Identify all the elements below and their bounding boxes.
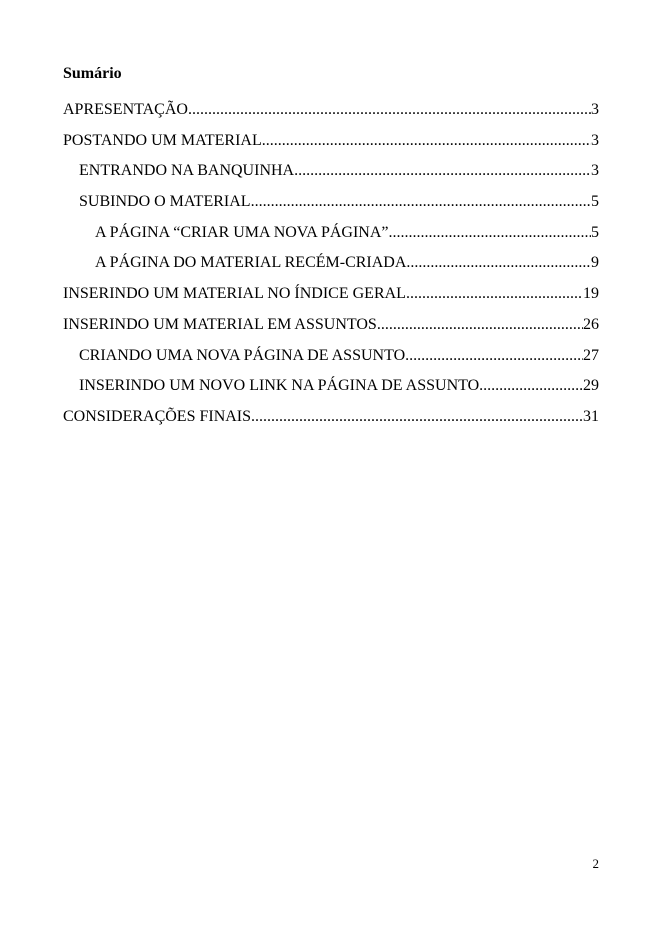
toc-entry-title[interactable]: A PÁGINA “CRIAR UMA NOVA PÁGINA” [95,223,389,241]
toc-dot-leader [405,345,583,367]
toc-dot-leader [406,252,591,274]
toc-entry[interactable] [63,160,599,191]
toc-entry[interactable] [63,406,599,437]
toc-entry-title[interactable]: POSTANDO UM MATERIAL [63,131,262,149]
toc-entry-title[interactable]: INSERINDO UM NOVO LINK NA PÁGINA DE ASSUNTO [79,377,480,395]
toc-entry-title[interactable]: CRIANDO UMA NOVA PÁGINA DE ASSUNTO [79,346,406,364]
toc-entry-title[interactable]: APRESENTAÇÃO [63,101,188,118]
toc-entry[interactable] [63,99,599,130]
toc-entry-title[interactable]: SUBINDO O MATERIAL [79,193,251,211]
toc-dot-leader [377,314,583,336]
toc-title: Sumário [63,65,122,82]
toc-entry[interactable] [63,375,599,406]
toc-entry[interactable] [63,314,599,345]
toc-entry[interactable] [63,130,599,161]
toc-entry-page: 5 [591,193,599,211]
toc-dot-leader [251,191,591,213]
toc-entry[interactable] [63,345,599,376]
toc-entry[interactable] [63,283,599,314]
toc-entry[interactable] [63,191,599,222]
toc-dot-leader [188,99,591,121]
toc-entry[interactable] [63,222,599,253]
toc-entry-title[interactable]: CONSIDERAÇÕES FINAIS [63,407,252,425]
toc-dot-leader [479,375,583,397]
toc-dot-leader [389,222,591,244]
toc-dot-leader [406,283,583,305]
toc-dot-leader [251,406,583,428]
toc-dot-leader [294,160,591,182]
toc-entry-page: 3 [591,101,599,118]
toc-entry-page: 29 [583,377,599,395]
toc-entry-page: 27 [583,346,599,364]
toc-entry-page: 31 [583,407,599,425]
toc-entry-page: 5 [591,223,599,241]
table-of-contents [63,99,599,437]
toc-dot-leader [262,130,591,152]
toc-entry-title[interactable]: INSERINDO UM MATERIAL EM ASSUNTOS [63,315,377,333]
toc-entry-page: 3 [591,131,599,149]
toc-entry-title[interactable]: INSERINDO UM MATERIAL NO ÍNDICE GERAL [63,285,406,303]
toc-entry-page: 3 [591,162,599,180]
page-number: 2 [592,856,599,871]
toc-entry[interactable] [63,252,599,283]
toc-entry-page: 19 [583,285,599,303]
toc-entry-title[interactable]: A PÁGINA DO MATERIAL RECÉM-CRIADA [95,254,407,272]
toc-entry-page: 9 [591,254,599,272]
toc-entry-title[interactable]: ENTRANDO NA BANQUINHA [79,162,295,180]
toc-entry-page: 26 [583,315,599,333]
